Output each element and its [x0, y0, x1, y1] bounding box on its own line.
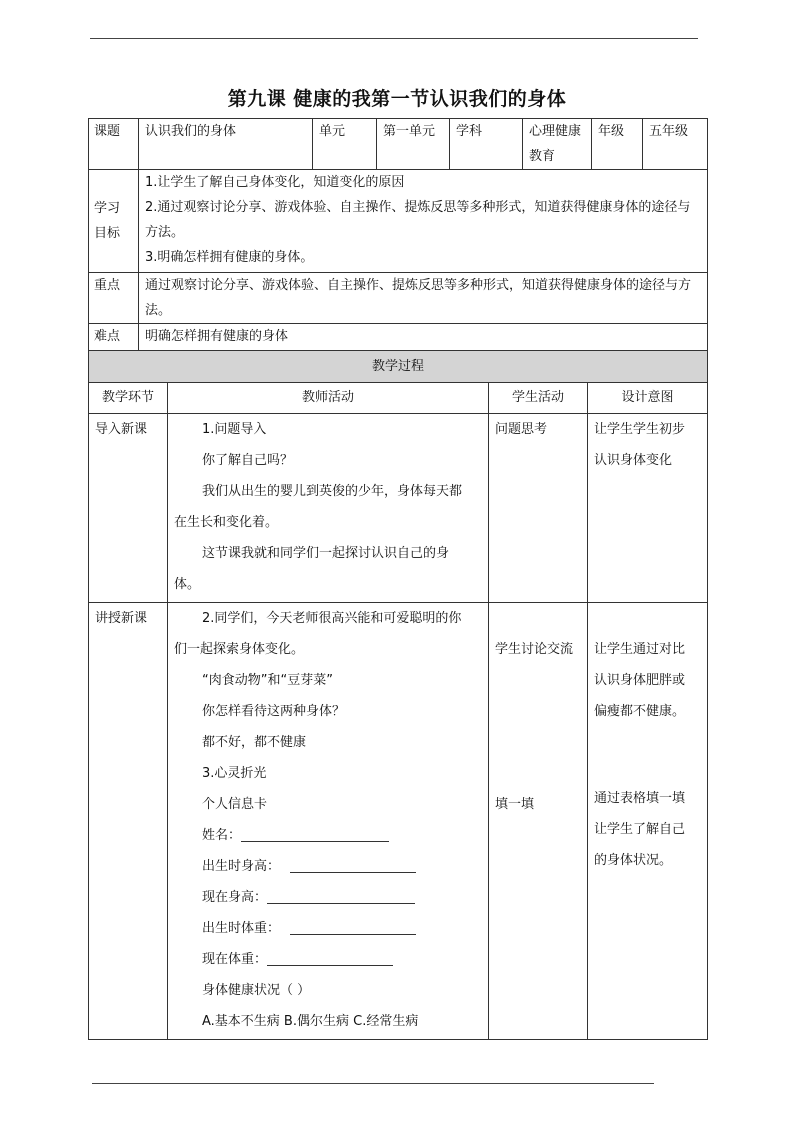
info-field-name: 姓名：: [174, 820, 482, 851]
topic-label: 课题: [89, 119, 139, 170]
text-line: 让学生学生初步: [594, 422, 686, 437]
teacher-activity-intro: [168, 414, 489, 603]
topic-value: 认识我们的身体: [139, 119, 313, 170]
info-field-current-weight: 现在体重：: [174, 944, 482, 975]
text-line: 我们从出生的婴儿到英俊的少年，身体每天都: [202, 484, 463, 499]
difficulty-value: 明确怎样拥有健康的身体: [139, 324, 708, 351]
text-line: 让学生了解自己: [594, 822, 686, 837]
document-title: 第九课 健康的我第一节认识我们的身体: [227, 88, 567, 110]
teaching-process-table: [88, 350, 708, 1040]
goals-label: 学习目标: [89, 170, 139, 273]
lesson-info-table: [88, 118, 708, 351]
text-line: 学生讨论交流: [495, 642, 574, 657]
text-line: 认识身体肥胖或: [594, 673, 686, 688]
text-line: “肉食动物”和“豆芽菜”: [202, 673, 333, 688]
fill-blank[interactable]: [241, 825, 389, 842]
column-header: 设计意图: [588, 383, 708, 414]
column-header: 教学环节: [89, 383, 168, 414]
footer-rule: [92, 1083, 654, 1084]
text-line: 这节课我就和同学们一起探讨认识自己的身: [202, 546, 450, 561]
grade-label: 年级: [592, 119, 643, 170]
text-line: 个人信息卡: [202, 797, 268, 812]
text-line: 们一起探索身体变化。: [174, 642, 305, 657]
unit-label: 单元: [313, 119, 377, 170]
health-status-question: 身体健康状况（ ）: [202, 983, 311, 998]
stage-teach: 讲授新课: [89, 603, 168, 1040]
fill-blank[interactable]: [267, 949, 393, 966]
text-line: 填一填: [495, 797, 535, 812]
design-intent-intro: [588, 414, 708, 603]
subject-value: 心理健康教育: [523, 119, 592, 170]
goal-item: 1.让学生了解自己身体变化，知道变化的原因: [145, 175, 405, 190]
grade-value: 五年级: [643, 119, 708, 170]
text-line: 的身体状况。: [594, 853, 673, 868]
text-line: 偏瘦都不健康。: [594, 704, 686, 719]
key-point-label: 重点: [89, 273, 139, 324]
goal-item: 3.明确怎样拥有健康的身体。: [145, 250, 314, 265]
text-line: 让学生通过对比: [594, 642, 686, 657]
text-line: 2.同学们，今天老师很高兴能和可爱聪明的你: [202, 611, 462, 626]
design-intent-teach: [588, 603, 708, 1040]
goals-content: [139, 170, 708, 273]
difficulty-label: 难点: [89, 324, 139, 351]
subject-label: 学科: [450, 119, 523, 170]
info-field-birth-height: 出生时身高：: [174, 851, 482, 882]
key-point-value: 通过观察讨论分享、游戏体验、自主操作、提炼反思等多种形式，知道获得健康身体的途径与方法。: [139, 273, 708, 324]
fill-blank[interactable]: [290, 856, 416, 873]
health-status-options: A.基本不生病 B.偶尔生病 C.经常生病: [202, 1014, 419, 1029]
text-line: 体。: [174, 577, 201, 592]
text-line: 在生长和变化着。: [174, 515, 279, 530]
text-line: 通过表格填一填: [594, 791, 686, 806]
text-line: 1.问题导入: [202, 422, 267, 437]
text-line: 你了解自己吗？: [202, 453, 294, 468]
info-field-current-height: 现在身高：: [174, 882, 482, 913]
header-rule: [90, 38, 698, 39]
text-line: 认识身体变化: [594, 453, 673, 468]
text-line: 你怎样看待这两种身体？: [202, 704, 346, 719]
text-line: 3.心灵折光: [202, 766, 267, 781]
info-field-birth-weight: 出生时体重：: [174, 913, 482, 944]
unit-value: 第一单元: [377, 119, 450, 170]
fill-blank[interactable]: [290, 918, 416, 935]
process-title: 教学过程: [89, 351, 708, 383]
student-activity-intro: 问题思考: [489, 414, 588, 603]
column-header: 学生活动: [489, 383, 588, 414]
fill-blank[interactable]: [267, 887, 415, 904]
column-header: 教师活动: [168, 383, 489, 414]
stage-intro: 导入新课: [89, 414, 168, 603]
text-line: 都不好，都不健康: [202, 735, 307, 750]
goal-item: 2.通过观察讨论分享、游戏体验、自主操作、提炼反思等多种形式，知道获得健康身体的途径与方法。: [145, 200, 691, 240]
student-activity-teach: [489, 603, 588, 1040]
teacher-activity-teach: [168, 603, 489, 1040]
